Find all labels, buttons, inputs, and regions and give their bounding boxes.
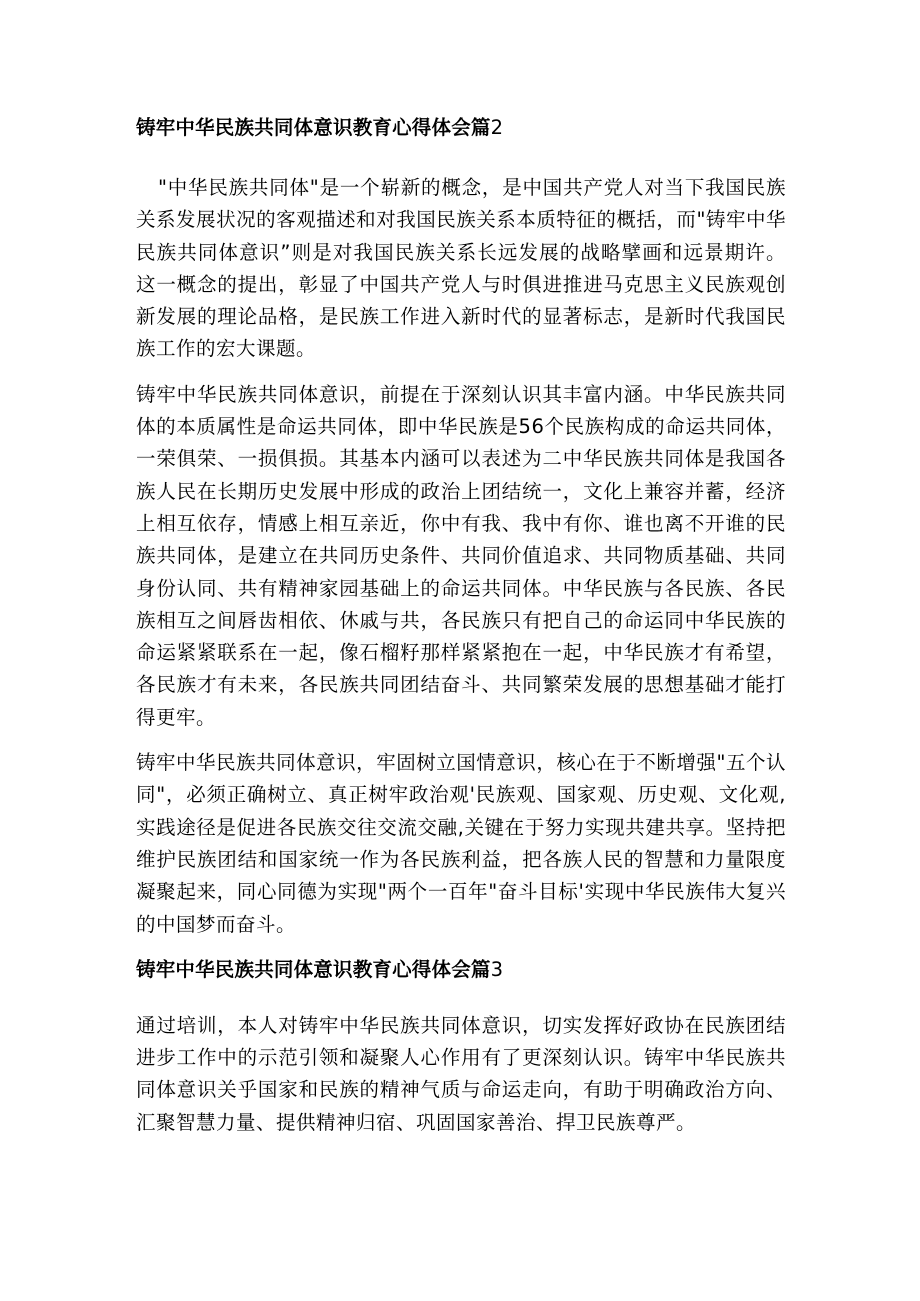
section-3-heading-number: 3 xyxy=(490,957,504,981)
section-2-heading xyxy=(136,112,786,144)
section-2-paragraph-1: "中华民族共同体"是一个崭新的概念，是中国共产党人对当下我国民族关系发展状况的客观描述和对我国民族关系本质特征的概括，而"铸牢中华民族共同体意识”则是对我国民族关系长远发展的战略擘画和远景期许。这一概念的提出，彰显了中国共产党人与时俱进推进马克思主义民族观创新发展的理论品格，是民族工作进入新时代的显著标志，是新时代我国民族工作的宏大课题。 xyxy=(136,176,786,361)
section-2-paragraph-3: 铸牢中华民族共同体意识，牢固树立国情意识，核心在于不断增强"五个认同"，必须正确树立、真正树牢政治观'民族观、国家观、历史观、文化观,实践途径是促进各民族交往交流交融,关键在于努力实现共建共享。坚持把维护民族团结和国家统一作为各民族利益，把各族人民的智慧和力量限度凝聚起来，同心同德为实现"两个一百年"奋斗目标'实现中华民族伟大复兴的中国梦而奋斗。 xyxy=(136,751,786,936)
section-3-heading-text: 铸牢中华民族共同体意识教育心得体会篇 xyxy=(136,957,491,981)
section-2-heading-number: 2 xyxy=(490,116,504,139)
section-2-heading-text: 铸牢中华民族共同体意识教育心得体会篇 xyxy=(136,116,491,139)
document-page xyxy=(136,112,786,1139)
section-3-paragraph-1: 通过培训，本人对铸牢中华民族共同体意识，切实发挥好政协在民族团结进步工作中的示范引领和凝聚人心作用有了更深刻认识。铸牢中华民族共同体意识关乎国家和民族的精神气质与命运走向，有助于明确政治方向、汇聚智慧力量、提供精神归宿、巩固国家善治、捍卫民族尊严。 xyxy=(136,1013,786,1134)
section-3-heading xyxy=(136,954,786,986)
section-2-paragraph-2: 铸牢中华民族共同体意识，前提在于深刻认识其丰富内涵。中华民族共同体的本质属性是命运共同体，即中华民族是56个民族构成的命运共同体，一荣俱荣、一损俱损。其基本内涵可以表述为二中华民族共同体是我国各族人民在长期历史发展中形成的政治上团结统一，文化上兼容并蓄，经济上相互依存，情感上相互亲近，你中有我、我中有你、谁也离不开谁的民族共同体，是建立在共同历史条件、共同价值追求、共同物质基础、共同身份认同、共有精神家园基础上的命运共同体。中华民族与各民族、各民族相互之间唇齿相依、休戚与共，各民族只有把自己的命运同中华民族的命运紧紧联系在一起，像石榴籽那样紧紧抱在一起，中华民族才有希望，各民族才有未来，各民族共同团结奋斗、共同繁荣发展的思想基础才能打得更牢。 xyxy=(136,382,786,729)
